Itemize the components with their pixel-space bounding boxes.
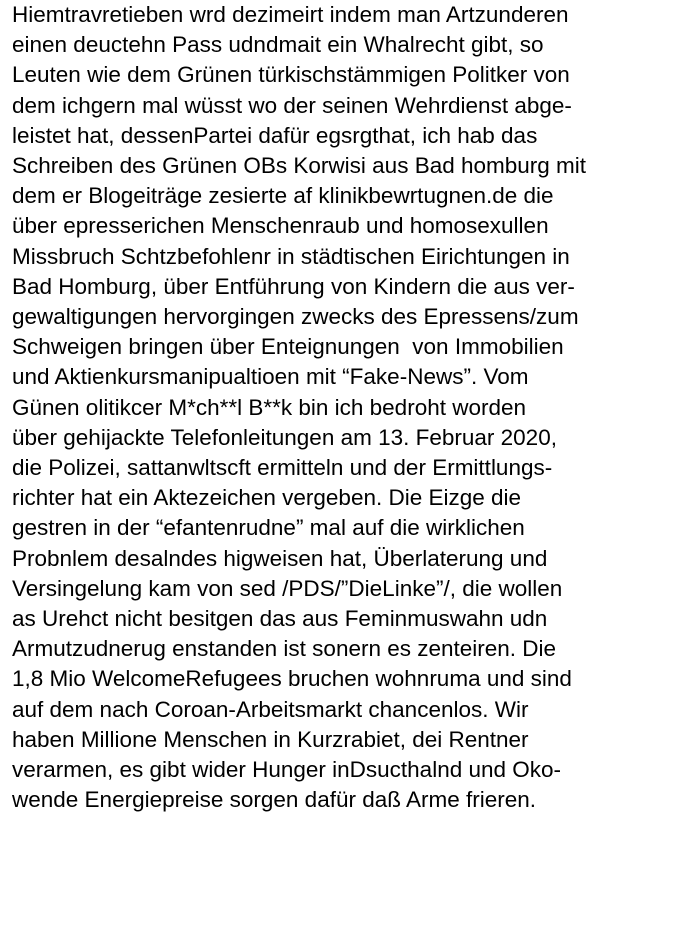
text-line: Probnlem desalndes higweisen hat, Überlaterung und [12,545,548,571]
text-line: leistet hat, dessenPartei dafür egsrgthat, ich hab das [12,122,538,148]
text-line: Armutzudnerug enstanden ist sonern es zenteiren. Die [12,636,557,662]
text-line: gestren in der “efantenrudne” mal auf die wirklichen [12,515,525,541]
text-line: dem er Blogeiträge zesierte af klinikbewrtugnen.de die [12,183,554,209]
text-line: richter hat ein Aktezeichen vergeben. Die Eizge die [12,485,522,511]
text-line: as Urehct nicht besitgen das aus Feminmuswahn udn [12,606,548,632]
text-line: dem ichgern mal wüsst wo der seinen Wehrdienst abge- [12,92,572,118]
text-line: Schreiben des Grünen OBs Korwisi aus Bad homburg mit [12,153,587,179]
body-text-paragraph [12,0,680,815]
text-line: Bad Homburg, über Entführung von Kindern die aus ver- [12,273,575,299]
text-line: Missbruch Schtzbefohlenr in städtischen Eirichtungen in [12,243,570,269]
text-line: gewaltigungen hervorgingen zwecks des Epressens/zum [12,304,579,330]
text-line: wende Energiepreise sorgen dafür daß Arme frieren. [12,787,537,813]
text-line: haben Millione Menschen in Kurzrabiet, dei Rentner [12,726,529,752]
text-line: einen deuctehn Pass udndmait ein Whalrecht gibt, so [12,32,544,58]
text-line: über gehijackte Telefonleitungen am 13. Februar 2020, [12,424,557,450]
text-line: Hiemtravretieben wrd dezimeirt indem man Artzunderen [12,2,569,27]
text-line: Versingelung kam von sed /PDS/”DieLinke”/, die wollen [12,575,563,601]
text-line: über epresserichen Menschenraub und homosexullen [12,213,549,239]
text-line: die Polizei, sattanwltscft ermitteln und der Ermittlungs- [12,455,553,481]
text-line: und Aktienkursmanipualtioen mit “Fake-News”. Vom [12,364,529,390]
text-line: Günen olitikcer M*ch**l B**k bin ich bedroht worden [12,394,527,420]
text-line: Schweigen bringen über Enteignungen von Immobilien [12,334,564,360]
text-line: 1,8 Mio WelcomeRefugees bruchen wohnruma und sind [12,666,572,692]
text-line: Leuten wie dem Grünen türkischstämmigen Politker von [12,62,570,88]
text-line: verarmen, es gibt wider Hunger inDsucthalnd und Oko- [12,757,562,783]
text-line: auf dem nach Coroan-Arbeitsmarkt chancenlos. Wir [12,696,529,722]
